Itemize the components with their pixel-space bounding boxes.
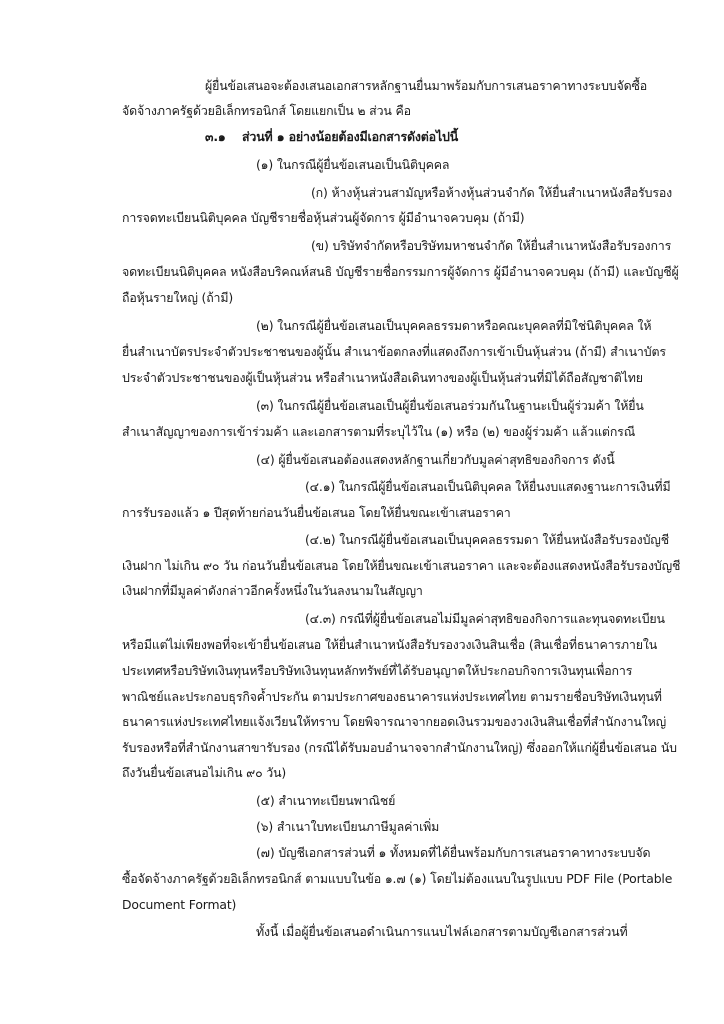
text-line: เงินฝากที่มีมูลค่าดังกล่าวอีกครั้งหนึ่งในวันลงนามในสัญญา xyxy=(122,583,423,598)
text-line: ซื้อจัดจ้างภาครัฐด้วยอิเล็กทรอนิกส์ ตามแบบในข้อ ๑.๗ (๑) โดยไม่ต้องแนบในรูปแบบ PDF File (Portable xyxy=(122,871,673,886)
text-line: (ข) บริษัทจำกัดหรือบริษัทมหาชนจำกัด ให้ยื่นสำเนาหนังสือรับรองการ xyxy=(311,238,672,253)
text-line: (๗) บัญชีเอกสารส่วนที่ ๑ ทั้งหมดที่ได้ยื่นพร้อมกับการเสนอราคาทางระบบจัด xyxy=(256,845,651,860)
text-line: (๒) ในกรณีผู้ยื่นข้อเสนอเป็นบุคคลธรรมดาหรือคณะบุคคลที่มิใช่นิติบุคคล ให้ xyxy=(256,318,652,333)
section-heading: ส่วนที่ ๑ อย่างน้อยต้องมีเอกสารดังต่อไปนี้ xyxy=(242,129,459,144)
text-line: จดทะเบียนนิติบุคคล หนังสือบริคณห์สนธิ บัญชีรายชื่อกรรมการผู้จัดการ ผู้มีอำนาจควบคุม (ถ้ามี) และบัญชีผู้ xyxy=(122,264,679,279)
text-line: Document Format) xyxy=(122,897,237,912)
text-line: ประเทศหรือบริษัทเงินทุนหรือบริษัทเงินทุนหลักทรัพย์ที่ได้รับอนุญาตให้ประกอบกิจการเงินทุนเพื่อการ xyxy=(122,663,633,678)
text-line: ยื่นสำเนาบัตรประจำตัวประชาชนของผู้นั้น สำเนาข้อตกลงที่แสดงถึงการเข้าเป็นหุ้นส่วน (ถ้ามี) สำเนาบัตร xyxy=(122,344,666,359)
text-line: (๖) สำเนาใบทะเบียนภาษีมูลค่าเพิ่ม xyxy=(256,819,440,834)
text-line: ถือหุ้นรายใหญ่ (ถ้ามี) xyxy=(122,290,234,305)
text-line: สำเนาสัญญาของการเข้าร่วมค้า และเอกสารตามที่ระบุไว้ใน (๑) หรือ (๒) ของผู้ร่วมค้า แล้วแต่กรณี xyxy=(122,424,636,439)
section-number: ๓.๑ xyxy=(205,129,226,144)
text-line: จัดจ้างภาครัฐด้วยอิเล็กทรอนิกส์ โดยแยกเป็น ๒ ส่วน คือ xyxy=(122,103,411,118)
text-line: การรับรองแล้ว ๑ ปีสุดท้ายก่อนวันยื่นข้อเสนอ โดยให้ยื่นขณะเข้าเสนอราคา xyxy=(122,505,511,520)
text-line: (๔.๑) ในกรณีผู้ยื่นข้อเสนอเป็นนิติบุคคล ให้ยื่นงบแสดงฐานะการเงินที่มี xyxy=(305,479,671,494)
text-line: (๕) สำเนาทะเบียนพาณิชย์ xyxy=(256,793,396,808)
text-line: การจดทะเบียนนิติบุคคล บัญชีรายชื่อหุ้นส่วนผู้จัดการ ผู้มีอำนาจควบคุม (ถ้ามี) xyxy=(122,210,525,225)
text-line: (๔) ผู้ยื่นข้อเสนอต้องแสดงหลักฐานเกี่ยวกับมูลค่าสุทธิของกิจการ ดังนี้ xyxy=(256,452,615,467)
text-line: (๔.๓) กรณีที่ผู้ยื่นข้อเสนอไม่มีมูลค่าสุทธิของกิจการและทุนจดทะเบียน xyxy=(305,611,665,626)
text-line: ประจำตัวประชาชนของผู้เป็นหุ้นส่วน หรือสำเนาหนังสือเดินทางของผู้เป็นหุ้นส่วนที่มิได้ถือสัญชาติไทย xyxy=(122,370,643,385)
text-line: พาณิชย์และประกอบธุรกิจค้ำประกัน ตามประกาศของธนาคารแห่งประเทศไทย ตามรายชื่อบริษัทเงินทุนที่ xyxy=(122,689,662,704)
text-line: (ก) ห้างหุ้นส่วนสามัญหรือห้างหุ้นส่วนจำกัด ให้ยื่นสำเนาหนังสือรับรอง xyxy=(311,185,673,200)
text-line: ผู้ยื่นข้อเสนอจะต้องเสนอเอกสารหลักฐานยื่นมาพร้อมกับการเสนอราคาทางระบบจัดซื้อ xyxy=(205,78,648,93)
text-line: ธนาคารแห่งประเทศไทยแจ้งเวียนให้ทราบ โดยพิจารณาจากยอดเงินรวมของวงเงินสินเชื่อที่สำนักงานใหญ่ xyxy=(122,714,667,729)
text-line: ถึงวันยื่นข้อเสนอไม่เกิน ๙๐ วัน) xyxy=(122,765,287,780)
text-line: เงินฝาก ไม่เกิน ๙๐ วัน ก่อนวันยื่นข้อเสนอ โดยให้ยื่นขณะเข้าเสนอราคา และจะต้องแสดงหนังสือรับรองบัญชี xyxy=(122,558,681,573)
text-line: (๓) ในกรณีผู้ยื่นข้อเสนอเป็นผู้ยื่นข้อเสนอร่วมกันในฐานะเป็นผู้ร่วมค้า ให้ยื่น xyxy=(256,398,644,413)
text-line: รับรองหรือที่สำนักงานสาขารับรอง (กรณีได้รับมอบอำนาจจากสำนักงานใหญ่) ซึ่งออกให้แก่ผู้ยื่นข้อเสนอ นับ xyxy=(122,740,677,755)
text-line: (๑) ในกรณีผู้ยื่นข้อเสนอเป็นนิติบุคคล xyxy=(256,157,450,172)
text-line: หรือมีแต่ไม่เพียงพอที่จะเข้ายื่นข้อเสนอ ให้ยื่นสำเนาหนังสือรับรองวงเงินสินเชื่อ (สินเชื่อที่ธนาคารภายใน xyxy=(122,637,658,652)
text-line: ทั้งนี้ เมื่อผู้ยื่นข้อเสนอดำเนินการแนบไฟล์เอกสารตามบัญชีเอกสารส่วนที่ xyxy=(256,924,628,939)
text-line: (๔.๒) ในกรณีผู้ยื่นข้อเสนอเป็นบุคคลธรรมดา ให้ยื่นหนังสือรับรองบัญชี xyxy=(305,532,669,547)
